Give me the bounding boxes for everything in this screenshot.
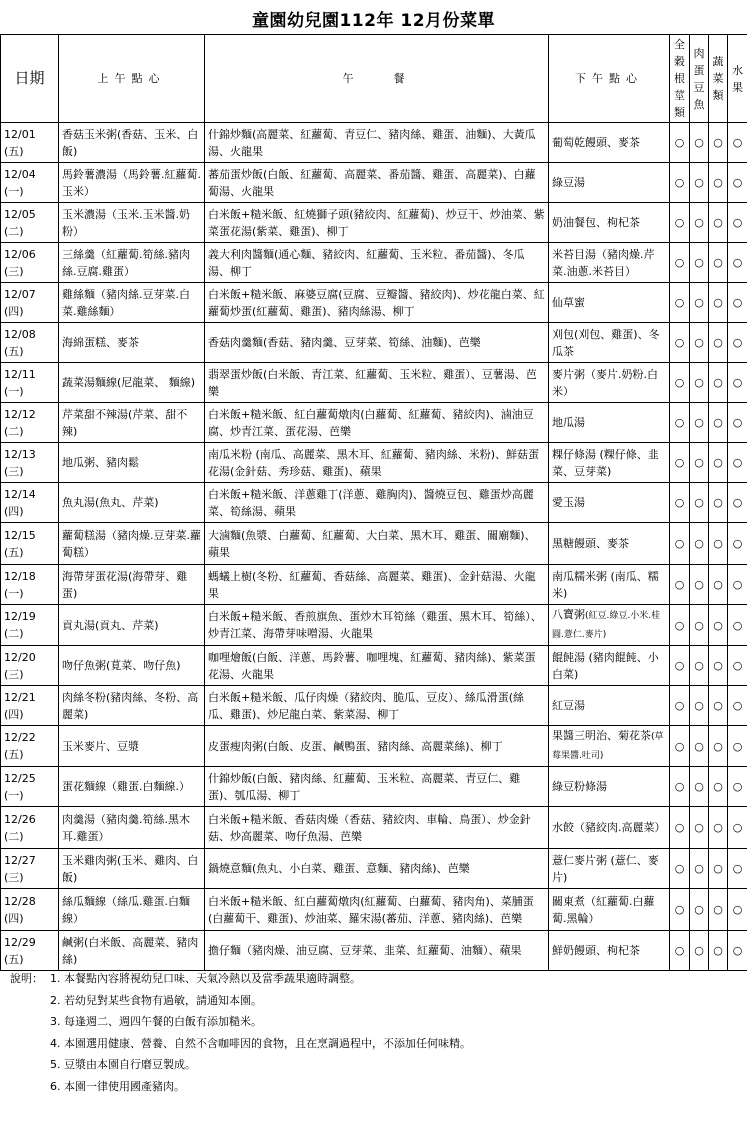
mark-vegetable: ○: [709, 403, 728, 443]
mark-fruit: ○: [728, 203, 747, 243]
mark-vegetable: ○: [709, 686, 728, 726]
mark-grain: ○: [670, 363, 690, 403]
mark-vegetable: ○: [709, 807, 728, 849]
morning-snack-cell: 玉米麥片、豆漿: [59, 726, 205, 767]
mark-fruit: ○: [728, 483, 747, 523]
note-item: [10, 1033, 471, 1055]
date-cell: 12/28(四): [1, 889, 59, 931]
table-row: [1, 646, 747, 686]
mark-vegetable: ○: [709, 889, 728, 931]
mark-vegetable: ○: [709, 323, 728, 363]
mark-vegetable: ○: [709, 123, 728, 163]
morning-snack-cell: 香菇玉米粥(香菇、玉米、白飯): [59, 123, 205, 163]
mark-grain: ○: [670, 123, 690, 163]
date-cell: 12/13(三): [1, 443, 59, 483]
lunch-cell: 白米飯+糙米飯、紅燒獅子頭(豬絞肉、紅蘿蔔)、炒豆干、炒油菜、紫菜蛋花湯(紫菜、雞蛋)、柳丁: [205, 203, 549, 243]
table-row: [1, 849, 747, 889]
afternoon-snack-cell: [549, 605, 670, 646]
table-row: [1, 605, 747, 646]
mark-fruit: ○: [728, 323, 747, 363]
morning-snack-cell: 馬鈴薯濃湯（馬鈴薯.紅蘿蔔.玉米）: [59, 163, 205, 203]
table-row: [1, 323, 747, 363]
mark-fruit: ○: [728, 403, 747, 443]
mark-vegetable: ○: [709, 203, 728, 243]
lunch-cell: 義大利肉醬麵(通心麵、豬絞肉、紅蘿蔔、玉米粒、番茄醬)、冬瓜湯、柳丁: [205, 243, 549, 283]
mark-grain: ○: [670, 849, 690, 889]
afternoon-snack-cell: [549, 686, 670, 726]
date-cell: 12/01(五): [1, 123, 59, 163]
mark-fruit: ○: [728, 443, 747, 483]
header-morning-snack: 上午點心: [59, 35, 205, 123]
afternoon-snack-cell: [549, 523, 670, 565]
date-cell: 12/08(五): [1, 323, 59, 363]
note-item: [10, 1076, 471, 1098]
mark-fruit: ○: [728, 605, 747, 646]
table-row: [1, 807, 747, 849]
header-protein: 肉蛋豆魚: [690, 35, 709, 123]
header-lunch: 午 餐: [205, 35, 549, 123]
afternoon-snack-text: 紅豆湯: [552, 699, 585, 712]
lunch-cell: 翡翠蛋炒飯(白米飯、青江菜、紅蘿蔔、玉米粒、雞蛋）、豆薯湯、芭樂: [205, 363, 549, 403]
note-item: [10, 1054, 471, 1076]
date-cell: 12/20(三): [1, 646, 59, 686]
mark-grain: ○: [670, 403, 690, 443]
mark-grain: ○: [670, 323, 690, 363]
afternoon-snack-text: 米苔目湯（豬肉燥.芹菜.油蔥.米苔目）: [552, 247, 655, 278]
mark-fruit: ○: [728, 523, 747, 565]
afternoon-snack-cell: [549, 403, 670, 443]
morning-snack-cell: 魚丸湯(魚丸、芹菜): [59, 483, 205, 523]
morning-snack-cell: 吻仔魚粥(莧菜、吻仔魚): [59, 646, 205, 686]
table-row: [1, 483, 747, 523]
date-cell: 12/25(一): [1, 767, 59, 807]
date-cell: 12/15(五): [1, 523, 59, 565]
date-cell: 12/04(一): [1, 163, 59, 203]
table-row: [1, 889, 747, 931]
mark-grain: ○: [670, 565, 690, 605]
table-row: [1, 931, 747, 971]
table-row: [1, 283, 747, 323]
mark-grain: ○: [670, 726, 690, 767]
morning-snack-cell: 芹菜甜不辣湯(芹菜、甜不辣): [59, 403, 205, 443]
mark-fruit: ○: [728, 686, 747, 726]
morning-snack-cell: 絲瓜麵線（絲瓜.雞蛋.白麵線）: [59, 889, 205, 931]
date-cell: 12/06(三): [1, 243, 59, 283]
lunch-cell: 白米飯+糙米飯、麻婆豆腐(豆腐、豆瓣醬、豬絞肉)、炒花龍白菜、紅蘿蔔炒蛋(紅蘿蔔、雞蛋)、豬肉絲湯、柳丁: [205, 283, 549, 323]
afternoon-snack-cell: [549, 565, 670, 605]
afternoon-snack-cell: [549, 807, 670, 849]
mark-grain: ○: [670, 203, 690, 243]
mark-grain: ○: [670, 686, 690, 726]
morning-snack-cell: 蘿蔔糕湯（豬肉燥.豆芽菜.蘿蔔糕）: [59, 523, 205, 565]
afternoon-snack-text: 水餃（豬絞肉.高麗菜）: [552, 821, 666, 834]
mark-fruit: ○: [728, 565, 747, 605]
mark-fruit: ○: [728, 283, 747, 323]
table-row: [1, 363, 747, 403]
mark-grain: ○: [670, 443, 690, 483]
morning-snack-cell: 肉羹湯（豬肉羹.筍絲.黑木耳.雞蛋）: [59, 807, 205, 849]
afternoon-snack-text: 綠豆粉條湯: [552, 780, 607, 793]
date-cell: 12/14(四): [1, 483, 59, 523]
morning-snack-cell: 肉絲冬粉(豬肉絲、冬粉、高麗菜): [59, 686, 205, 726]
mark-vegetable: ○: [709, 283, 728, 323]
note-text: 2. 若幼兒對某些食物有過敏，請通知本園。: [50, 993, 262, 1007]
lunch-cell: 白米飯+糙米飯、洋蔥雞丁(洋蔥、雞胸肉)、醬燒豆包、雞蛋炒高麗菜、筍絲湯、蘋果: [205, 483, 549, 523]
table-row: [1, 123, 747, 163]
mark-fruit: ○: [728, 726, 747, 767]
mark-fruit: ○: [728, 807, 747, 849]
date-cell: 12/19(二): [1, 605, 59, 646]
date-cell: 12/26(二): [1, 807, 59, 849]
mark-protein: ○: [690, 483, 709, 523]
mark-grain: ○: [670, 523, 690, 565]
afternoon-snack-text: 綠豆湯: [552, 176, 585, 189]
date-cell: 12/12(二): [1, 403, 59, 443]
mark-vegetable: ○: [709, 646, 728, 686]
afternoon-snack-text: 鮮奶饅頭、枸杞茶: [552, 944, 640, 957]
mark-vegetable: ○: [709, 443, 728, 483]
lunch-cell: 擔仔麵（豬肉燥、油豆腐、豆芽菜、韭菜、紅蘿蔔、油麵）、蘋果: [205, 931, 549, 971]
lunch-cell: 白米飯+糙米飯、紅白蘿蔔燉肉(白蘿蔔、紅蘿蔔、豬絞肉)、滷油豆腐、炒青江菜、蛋花湯、芭樂: [205, 403, 549, 443]
mark-grain: ○: [670, 163, 690, 203]
lunch-cell: 蕃茄蛋炒飯(白飯、紅蘿蔔、高麗菜、番茄醬、雞蛋、高麗菜)、白蘿蔔湯、火龍果: [205, 163, 549, 203]
date-cell: 12/07(四): [1, 283, 59, 323]
afternoon-snack-detail: (草莓果醬.吐司): [552, 732, 664, 761]
mark-protein: ○: [690, 523, 709, 565]
lunch-cell: 白米飯+糙米飯、香菇肉燥（香菇、豬絞肉、車輪、鳥蛋）、炒金針菇、炒高麗菜、吻仔魚湯、芭樂: [205, 807, 549, 849]
afternoon-snack-cell: [549, 283, 670, 323]
header-fruit: 水果: [728, 35, 747, 123]
afternoon-snack-text: 果醬三明治、菊花茶: [552, 729, 651, 742]
morning-snack-cell: 地瓜粥、豬肉鬆: [59, 443, 205, 483]
mark-fruit: ○: [728, 123, 747, 163]
table-row: [1, 403, 747, 443]
mark-fruit: ○: [728, 363, 747, 403]
table-row: [1, 726, 747, 767]
table-row: [1, 443, 747, 483]
mark-protein: ○: [690, 363, 709, 403]
afternoon-snack-cell: [549, 363, 670, 403]
afternoon-snack-cell: [549, 889, 670, 931]
mark-vegetable: ○: [709, 726, 728, 767]
afternoon-snack-text: 餛飩湯 (豬肉餛飩、小白菜): [552, 650, 659, 681]
mark-fruit: ○: [728, 767, 747, 807]
mark-vegetable: ○: [709, 931, 728, 971]
mark-protein: ○: [690, 283, 709, 323]
table-row: [1, 523, 747, 565]
header-afternoon-snack: 下午點心: [549, 35, 670, 123]
afternoon-snack-text: 薏仁麥片粥 (薏仁、麥片): [552, 853, 659, 884]
mark-protein: ○: [690, 203, 709, 243]
afternoon-snack-cell: [549, 123, 670, 163]
morning-snack-cell: 玉米雞肉粥(玉米、雞肉、白飯): [59, 849, 205, 889]
note-text: 3. 每逢週二、週四午餐的白飯有添加糙米。: [50, 1015, 262, 1028]
date-cell: 12/21(四): [1, 686, 59, 726]
lunch-cell: 南瓜米粉 (南瓜、高麗菜、黑木耳、紅蘿蔔、豬肉絲、米粉)、鮮菇蛋花湯(金針菇、秀珍菇、雞蛋)、蘋果: [205, 443, 549, 483]
mark-vegetable: ○: [709, 849, 728, 889]
note-item: [10, 968, 471, 990]
afternoon-snack-text: 麥片粥（麥片.奶粉.白米）: [552, 367, 658, 398]
date-cell: 12/29(五): [1, 931, 59, 971]
mark-grain: ○: [670, 767, 690, 807]
menu-table: [0, 34, 747, 971]
afternoon-snack-cell: [549, 646, 670, 686]
afternoon-snack-text: 奶油餐包、枸杞茶: [552, 216, 640, 229]
mark-grain: ○: [670, 483, 690, 523]
afternoon-snack-cell: [549, 726, 670, 767]
lunch-cell: 白米飯+糙米飯、香煎旗魚、蛋炒木耳筍絲（雞蛋、黑木耳、筍絲）、炒青江菜、海帶芽味噌湯、火龍果: [205, 605, 549, 646]
mark-vegetable: ○: [709, 163, 728, 203]
note-item: [10, 1011, 471, 1033]
mark-fruit: ○: [728, 646, 747, 686]
date-cell: 12/18(一): [1, 565, 59, 605]
mark-protein: ○: [690, 163, 709, 203]
header-row: [1, 35, 747, 123]
afternoon-snack-text: 黑糖饅頭、麥茶: [552, 537, 629, 550]
morning-snack-cell: 三絲羹（紅蘿蔔.筍絲.豬肉絲.豆腐.雞蛋）: [59, 243, 205, 283]
mark-grain: ○: [670, 243, 690, 283]
mark-vegetable: ○: [709, 605, 728, 646]
mark-protein: ○: [690, 403, 709, 443]
lunch-cell: 什錦炒麵(高麗菜、紅蘿蔔、青豆仁、豬肉絲、雞蛋、油麵)、大黃瓜湯、火龍果: [205, 123, 549, 163]
lunch-cell: 皮蛋瘦肉粥(白飯、皮蛋、鹹鴨蛋、豬肉絲、高麗菜絲)、柳丁: [205, 726, 549, 767]
mark-grain: ○: [670, 283, 690, 323]
mark-protein: ○: [690, 605, 709, 646]
mark-vegetable: ○: [709, 565, 728, 605]
afternoon-snack-detail: (紅豆.綠豆.小米.桂圓.薏仁.麥片): [552, 611, 661, 640]
table-row: [1, 163, 747, 203]
mark-protein: ○: [690, 243, 709, 283]
notes: [10, 968, 471, 1097]
afternoon-snack-cell: [549, 483, 670, 523]
afternoon-snack-cell: [549, 443, 670, 483]
afternoon-snack-cell: [549, 931, 670, 971]
date-cell: 12/27(三): [1, 849, 59, 889]
mark-vegetable: ○: [709, 363, 728, 403]
table-row: [1, 767, 747, 807]
afternoon-snack-cell: [549, 243, 670, 283]
mark-protein: ○: [690, 123, 709, 163]
note-text: 4. 本園選用健康、營養、自然不含咖啡因的食物，且在烹調過程中，不添加任何味精。: [50, 1036, 471, 1050]
mark-vegetable: ○: [709, 523, 728, 565]
morning-snack-cell: 蔬菜湯麵線(尼龍菜、 麵線): [59, 363, 205, 403]
lunch-cell: 什錦炒飯(白飯、豬肉絲、紅蘿蔔、玉米粒、高麗菜、青豆仁、雞蛋)、瓠瓜湯、柳丁: [205, 767, 549, 807]
afternoon-snack-text: 愛玉湯: [552, 496, 585, 509]
morning-snack-cell: 海帶芽蛋花湯(海帶芽、雞蛋): [59, 565, 205, 605]
mark-protein: ○: [690, 686, 709, 726]
afternoon-snack-cell: [549, 203, 670, 243]
table-row: [1, 203, 747, 243]
mark-fruit: ○: [728, 931, 747, 971]
table-row: [1, 686, 747, 726]
lunch-cell: 白米飯+糙米飯、瓜仔肉燥（豬絞肉、脆瓜、豆皮）、絲瓜滑蛋(絲瓜、雞蛋)、炒尼龍白菜、紫菜湯、柳丁: [205, 686, 549, 726]
afternoon-snack-text: 刈包(刈包、雞蛋)、冬瓜茶: [552, 327, 660, 358]
table-row: [1, 565, 747, 605]
notes-label: 說明：: [10, 972, 43, 985]
mark-grain: ○: [670, 646, 690, 686]
morning-snack-cell: 玉米濃湯（玉米.玉米醬.奶粉）: [59, 203, 205, 243]
afternoon-snack-text: 關東煮（紅蘿蔔.白蘿蔔.黑輪）: [552, 894, 655, 925]
note-item: [10, 990, 471, 1012]
date-cell: 12/22(五): [1, 726, 59, 767]
lunch-cell: 大滷麵(魚漿、白蘿蔔、紅蘿蔔、大白菜、黑木耳、雞蛋、關廟麵)、蘋果: [205, 523, 549, 565]
lunch-cell: 鍋燒意麵(魚丸、小白菜、雞蛋、意麵、豬肉絲)、芭樂: [205, 849, 549, 889]
date-cell: 12/05(二): [1, 203, 59, 243]
mark-protein: ○: [690, 443, 709, 483]
mark-fruit: ○: [728, 243, 747, 283]
lunch-cell: 咖哩燴飯(白飯、洋蔥、馬鈴薯、咖哩塊、紅蘿蔔、豬肉絲)、紫菜蛋花湯、火龍果: [205, 646, 549, 686]
mark-fruit: ○: [728, 849, 747, 889]
morning-snack-cell: 貢丸湯(貢丸、芹菜): [59, 605, 205, 646]
morning-snack-cell: 雞絲麵（豬肉絲.豆芽菜.白菜.雞絲麵）: [59, 283, 205, 323]
lunch-cell: 螞蟻上樹(冬粉、紅蘿蔔、香菇絲、高麗菜、雞蛋)、金針菇湯、火龍果: [205, 565, 549, 605]
mark-grain: ○: [670, 605, 690, 646]
morning-snack-cell: 蛋花麵線（雞蛋.白麵線.）: [59, 767, 205, 807]
afternoon-snack-text: 地瓜湯: [552, 416, 585, 429]
page-title: 童園幼兒園112年 12月份菜單: [251, 11, 496, 31]
note-text: 5. 豆漿由本園自行磨豆製成。: [50, 1058, 196, 1071]
morning-snack-cell: 海綿蛋糕、麥茶: [59, 323, 205, 363]
mark-protein: ○: [690, 565, 709, 605]
mark-vegetable: ○: [709, 243, 728, 283]
header-vegetable: 蔬菜類: [709, 35, 728, 123]
mark-protein: ○: [690, 889, 709, 931]
header-grain: 全穀根莖類: [670, 35, 690, 123]
morning-snack-cell: 鹹粥(白米飯、高麗菜、豬肉絲): [59, 931, 205, 971]
note-text: 6. 本園一律使用國產豬肉。: [50, 1079, 185, 1093]
lunch-cell: 香菇肉羹麵(香菇、豬肉羹、豆芽菜、筍絲、油麵)、芭樂: [205, 323, 549, 363]
afternoon-snack-cell: [549, 767, 670, 807]
mark-fruit: ○: [728, 163, 747, 203]
header-date: 日期: [1, 35, 59, 123]
mark-grain: ○: [670, 889, 690, 931]
menu-body: [1, 123, 747, 971]
afternoon-snack-text: 南瓜糯米粥 (南瓜、糯米): [552, 569, 659, 600]
date-cell: 12/11(一): [1, 363, 59, 403]
mark-protein: ○: [690, 767, 709, 807]
afternoon-snack-cell: [549, 849, 670, 889]
afternoon-snack-cell: [549, 163, 670, 203]
mark-protein: ○: [690, 849, 709, 889]
afternoon-snack-text: 葡萄乾饅頭、麥茶: [552, 136, 640, 149]
mark-protein: ○: [690, 646, 709, 686]
mark-protein: ○: [690, 726, 709, 767]
mark-protein: ○: [690, 931, 709, 971]
note-text: 1. 本餐點內容將視幼兒口味、天氣冷熱以及當季蔬果適時調整。: [50, 972, 361, 985]
table-row: [1, 243, 747, 283]
mark-vegetable: ○: [709, 483, 728, 523]
mark-fruit: ○: [728, 889, 747, 931]
afternoon-snack-text: 粿仔條湯 (粿仔條、韭菜、豆芽菜): [552, 447, 659, 478]
mark-grain: ○: [670, 931, 690, 971]
mark-protein: ○: [690, 323, 709, 363]
mark-protein: ○: [690, 807, 709, 849]
afternoon-snack-cell: [549, 323, 670, 363]
afternoon-snack-text: 仙草蜜: [552, 296, 585, 309]
lunch-cell: 白米飯+糙米飯、紅白蘿蔔燉肉(紅蘿蔔、白蘿蔔、豬肉角)、菜脯蛋(白蘿蔔干、雞蛋)、炒油菜、羅宋湯(蕃茄、洋蔥、豬肉絲)、芭樂: [205, 889, 549, 931]
mark-vegetable: ○: [709, 767, 728, 807]
mark-grain: ○: [670, 807, 690, 849]
afternoon-snack-text: 八寶粥: [552, 608, 585, 621]
